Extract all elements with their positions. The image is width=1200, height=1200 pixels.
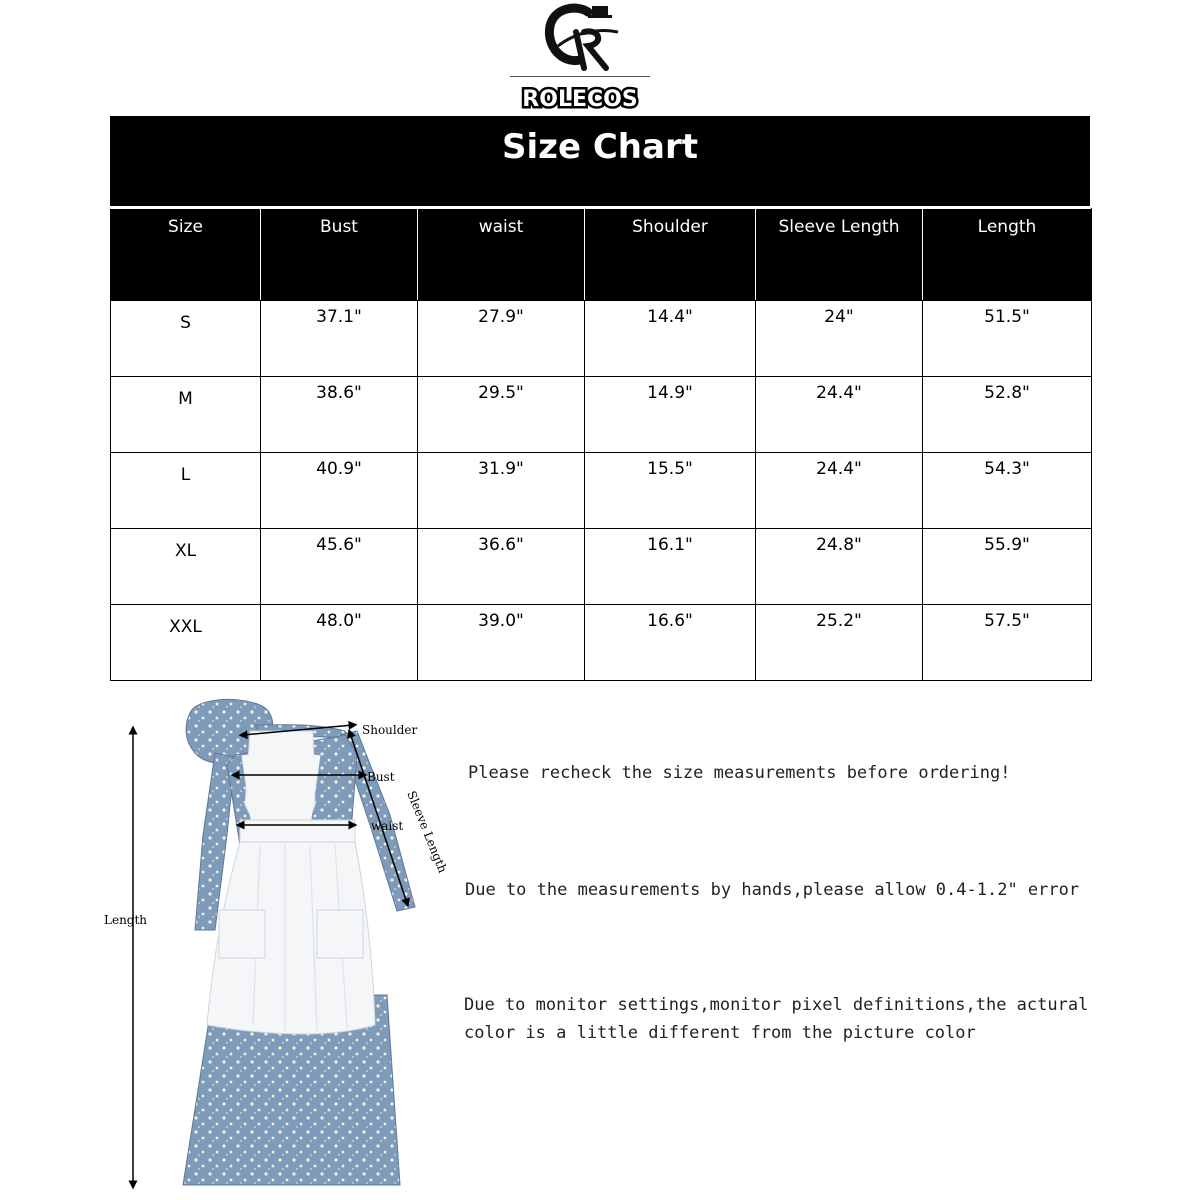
length-cell: 57.5"	[923, 605, 1092, 681]
size-chart-title: Size Chart	[502, 127, 698, 167]
size-chart-header	[110, 116, 1090, 206]
table-header-row	[111, 209, 1092, 301]
column-header-size: Size	[111, 209, 261, 301]
size-cell: S	[111, 301, 261, 377]
sleeve-length-cell: 25.2"	[756, 605, 923, 681]
dress-illustration	[95, 695, 475, 1195]
length-cell: 52.8"	[923, 377, 1092, 453]
waist-label: waist	[371, 819, 404, 833]
size-chart-table	[110, 208, 1092, 681]
shoulder-cell: 15.5"	[585, 453, 756, 529]
waist-cell: 39.0"	[418, 605, 585, 681]
table-row	[111, 605, 1092, 681]
monogram-logo	[536, 2, 626, 74]
column-header-bust: Bust	[261, 209, 418, 301]
size-cell: L	[111, 453, 261, 529]
brand-logo	[500, 2, 660, 112]
logo-divider	[510, 76, 650, 77]
shoulder-cell: 16.6"	[585, 605, 756, 681]
bust-cell: 45.6"	[261, 529, 418, 605]
bust-label: Bust	[367, 770, 395, 784]
dress-figure	[95, 695, 475, 1195]
shoulder-cell: 14.9"	[585, 377, 756, 453]
column-header-length: Length	[923, 209, 1092, 301]
size-cell: XL	[111, 529, 261, 605]
bust-cell: 37.1"	[261, 301, 418, 377]
sleeve-length-cell: 24.4"	[756, 377, 923, 453]
svg-text:ROLECOS: ROLECOS	[522, 87, 638, 112]
shoulder-cell: 14.4"	[585, 301, 756, 377]
sleeve-length-label: Sleeve Length	[404, 788, 450, 875]
length-cell: 54.3"	[923, 453, 1092, 529]
note-color-line-1: Due to monitor settings,monitor pixel definitions,the actural	[464, 995, 1089, 1015]
note-error-allowance: Due to the measurements by hands,please allow 0.4-1.2" error	[465, 880, 1080, 900]
shoulder-label: Shoulder	[362, 723, 418, 737]
sleeve-length-cell: 24.8"	[756, 529, 923, 605]
sleeve-length-cell: 24.4"	[756, 453, 923, 529]
column-header-waist: waist	[418, 209, 585, 301]
bust-cell: 38.6"	[261, 377, 418, 453]
length-cell: 55.9"	[923, 529, 1092, 605]
bust-cell: 40.9"	[261, 453, 418, 529]
note-color-line-2: color is a little different from the picture color	[464, 1023, 976, 1043]
note-recheck: Please recheck the size measurements before ordering!	[468, 763, 1011, 783]
table-row	[111, 529, 1092, 605]
waist-cell: 29.5"	[418, 377, 585, 453]
bust-cell: 48.0"	[261, 605, 418, 681]
size-cell: M	[111, 377, 261, 453]
waist-cell: 36.6"	[418, 529, 585, 605]
length-cell: 51.5"	[923, 301, 1092, 377]
size-cell: XXL	[111, 605, 261, 681]
brand-wordmark	[500, 82, 660, 112]
shoulder-cell: 16.1"	[585, 529, 756, 605]
table-row	[111, 453, 1092, 529]
sleeve-length-cell: 24"	[756, 301, 923, 377]
table-row	[111, 377, 1092, 453]
waist-cell: 27.9"	[418, 301, 585, 377]
waist-cell: 31.9"	[418, 453, 585, 529]
column-header-shoulder: Shoulder	[585, 209, 756, 301]
table-row	[111, 301, 1092, 377]
column-header-sleeve-length: Sleeve Length	[756, 209, 923, 301]
length-label: Length	[104, 913, 148, 927]
